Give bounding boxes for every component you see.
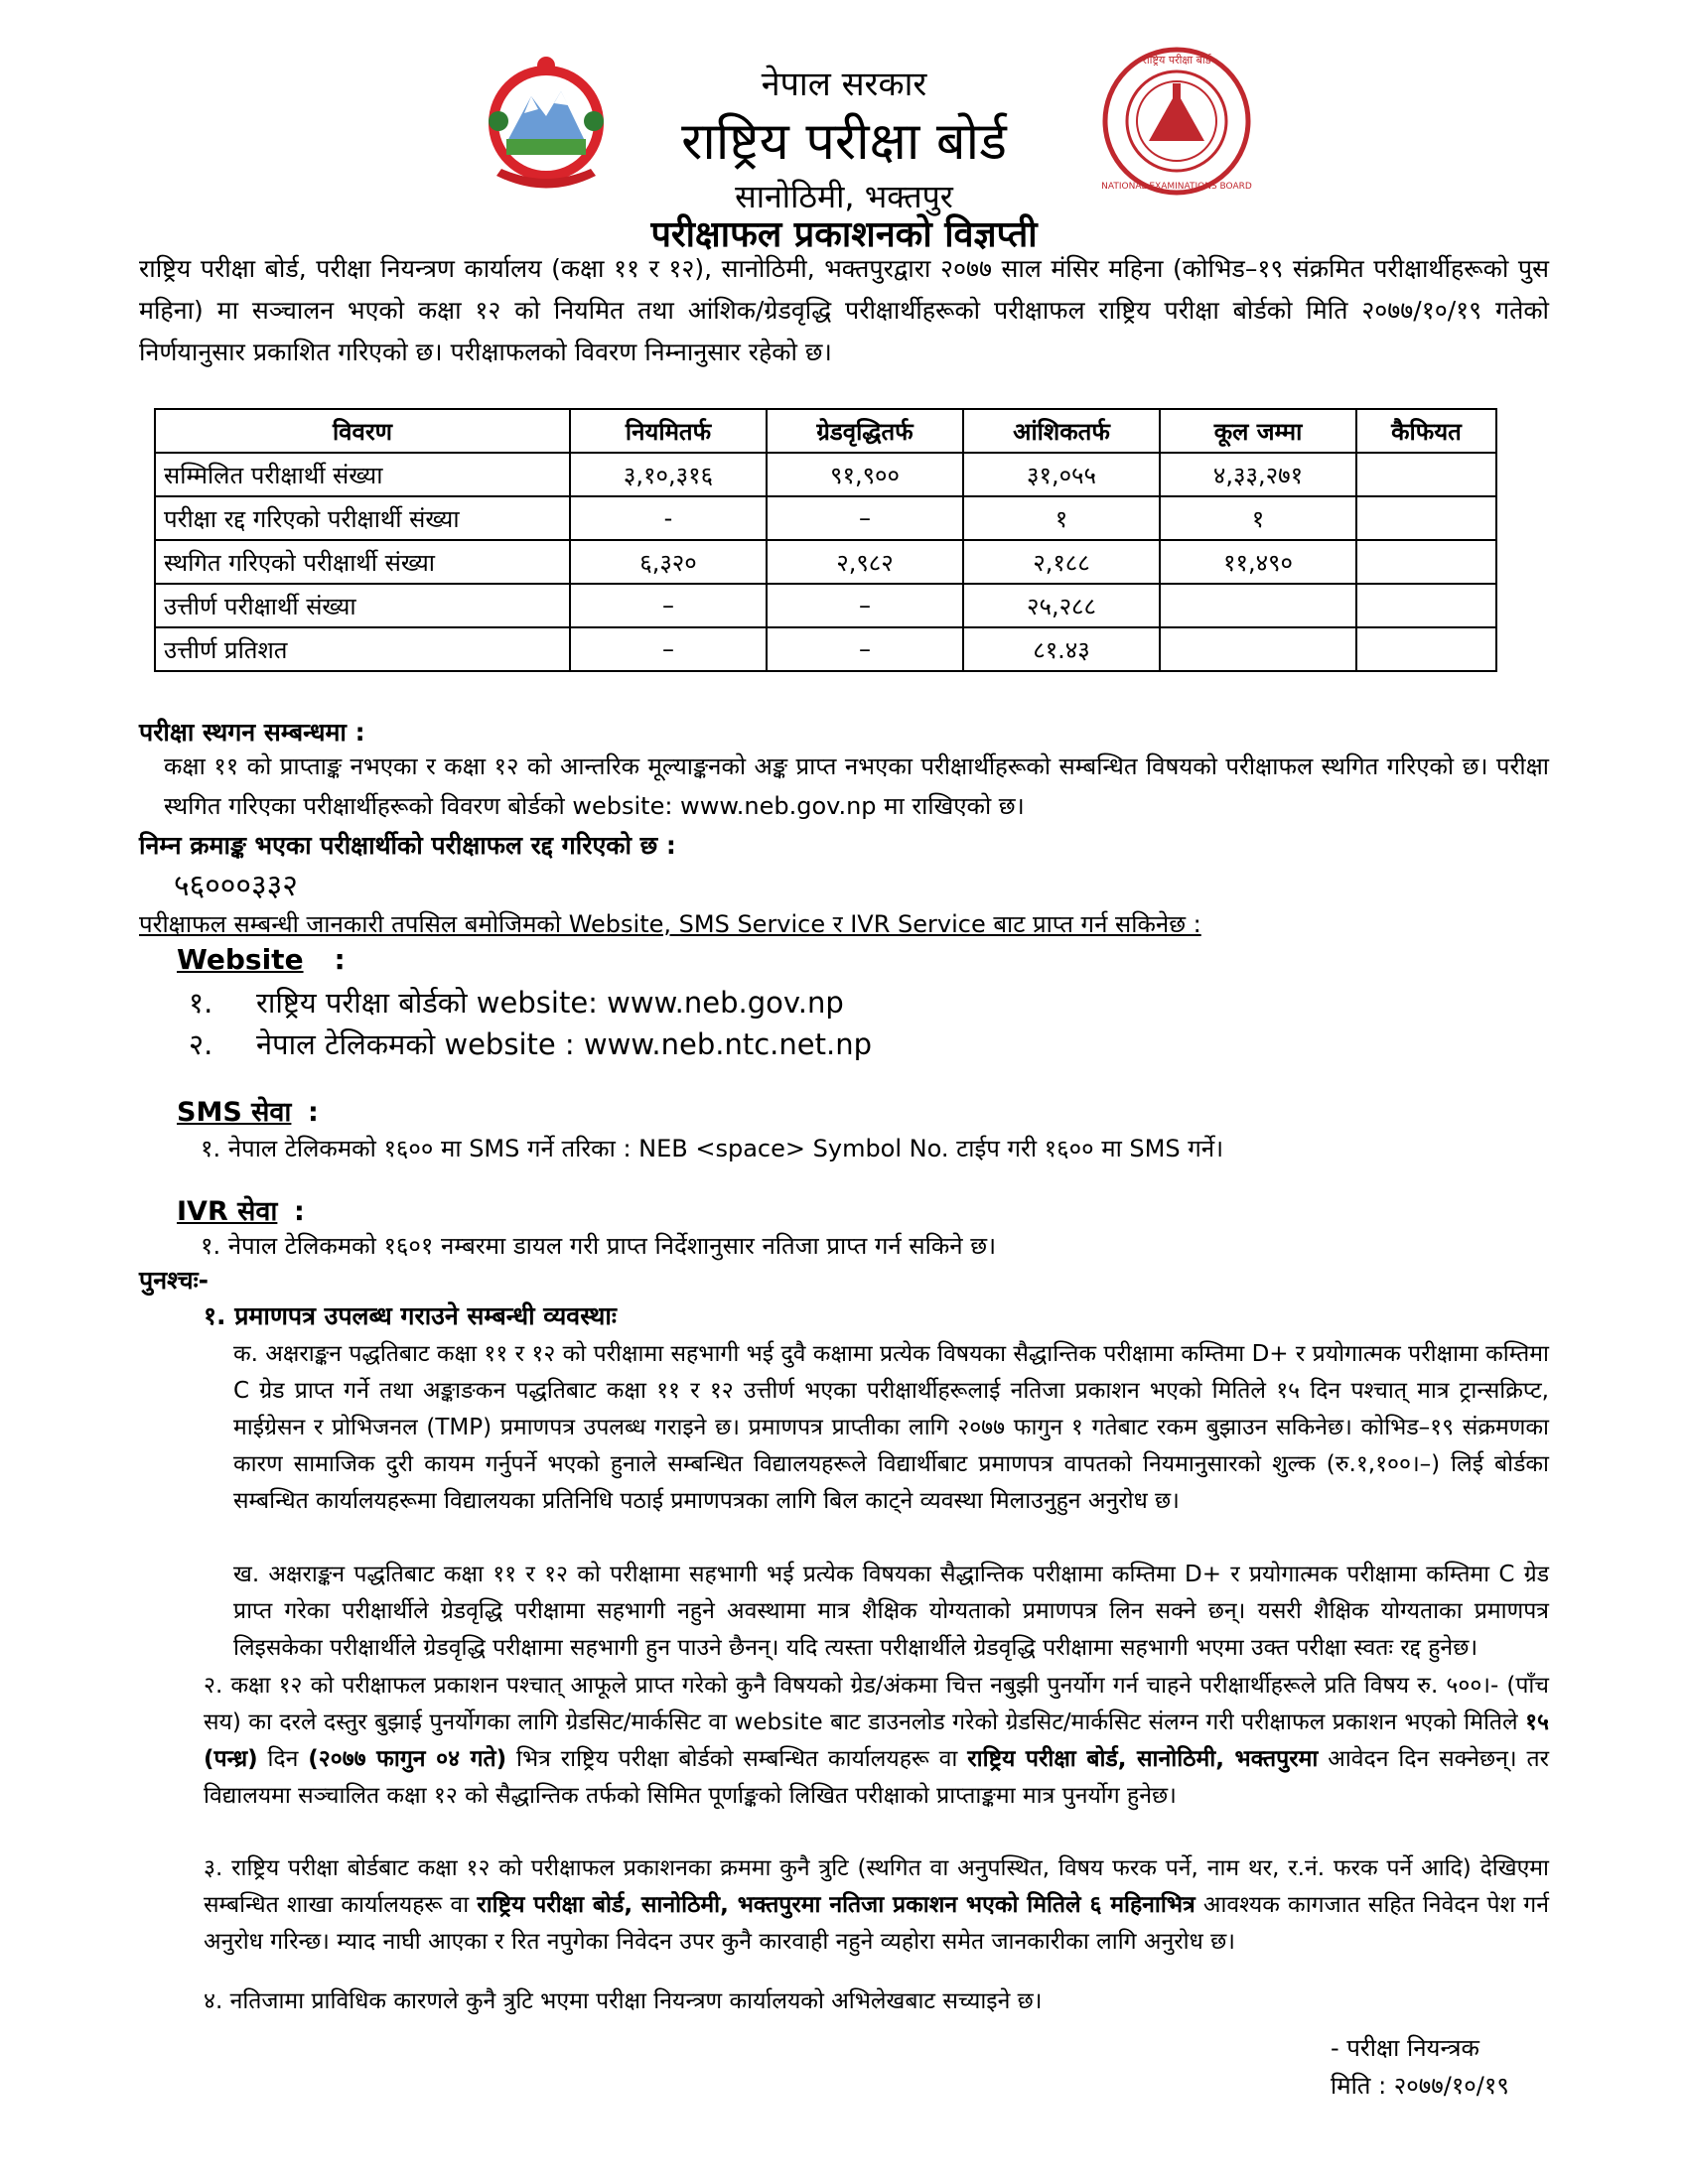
table-cell xyxy=(1160,584,1356,627)
ps-item-2-text: २. कक्षा १२ को परीक्षाफल प्रकाशन पश्चात् आफूले प्राप्त गरेको कुनै विषयको ग्रेड/अंकमा चित्त नबुझी पुनर्योग गर्न चाहने परीक्षार्थीहरूले प्रति विषय रु. ५००।- (पाँच सय) का दरले दस्तुर बुझाई पुनर्योगका लागि ग्रेडसिट/मार्कसिट वा website बाट डाउनलोड गरेको ग्रेडसिट/मार्कसिट संलग्न गरी परीक्षाफल प्रकाशन भएको मितिले xyxy=(204,1673,1549,1735)
ps-item-2-office: राष्ट्रिय परीक्षा बोर्ड, सानोठिमी, भक्तपुरमा xyxy=(967,1746,1319,1772)
cancelled-symbol-number: ५६०००३३२ xyxy=(174,869,298,903)
ps-item-2-text: दिन xyxy=(267,1746,299,1772)
ps-item-2-text: आवेदन दिन सक्नेछन्। तर विद्यालयमा सञ्चालित कक्षा १२ को सैद्धान्तिक तर्फको सिमित पूर्णाङ्कको लिखित परीक्षाको प्राप्ताङ्कमा मात्र पुनर्योग हुनेछ। xyxy=(204,1746,1550,1809)
svg-text:NATIONAL EXAMINATIONS BOARD: NATIONAL EXAMINATIONS BOARD xyxy=(1101,182,1252,192)
signature-date: मिति : २०७७/१०/१९ xyxy=(1331,2072,1509,2100)
website-section xyxy=(177,943,346,976)
table-cell: - xyxy=(570,496,767,540)
col-header: कूल जम्मा xyxy=(1160,409,1356,453)
ivr-section xyxy=(177,1191,305,1228)
board-address: सानोठिमी, भक्तपुर xyxy=(735,178,953,215)
table-cell: २,१८८ xyxy=(963,540,1160,584)
list-number: २. xyxy=(189,1027,213,1061)
board-name: राष्ट्रिय परीक्षा बोर्ड xyxy=(681,112,1007,172)
list-number: १. xyxy=(189,986,213,1020)
table-cell: – xyxy=(767,584,963,627)
table-row xyxy=(155,453,1496,496)
table-row xyxy=(155,540,1496,584)
table-cell xyxy=(1356,540,1496,584)
sms-colon: : xyxy=(308,1097,319,1128)
col-header: कैफियत xyxy=(1356,409,1496,453)
table-cell: २,९८२ xyxy=(767,540,963,584)
ps-heading: पुनश्चः- xyxy=(139,1266,210,1295)
table-cell: ४,३३,२७१ xyxy=(1160,453,1356,496)
table-cell: उत्तीर्ण परीक्षार्थी संख्या xyxy=(155,584,570,627)
ps-item-2-text: भित्र राष्ट्रिय परीक्षा बोर्डको सम्बन्धित कार्यालयहरू वा xyxy=(516,1746,958,1772)
intro-paragraph: राष्ट्रिय परीक्षा बोर्ड, परीक्षा नियन्त्रण कार्यालय (कक्षा ११ र १२), सानोठिमी, भक्तपुरद्वारा २०७७ साल मंसिर महिना (कोभिड–१९ संक्रमित परीक्षार्थीहरूको पुस महिना) मा सञ्चालन भएको कक्षा १२ को नियमित तथा आंशिक/ग्रेडवृद्धि परीक्षार्थीहरूको परीक्षाफल राष्ट्रिय परीक्षा बोर्डको मिति २०७७/१०/१९ गतेको निर्णयानुसार प्रकाशित गरिएको छ। परीक्षाफलको विवरण निम्नानुसार रहेको छ। xyxy=(139,254,1549,366)
col-header: नियमितर्फ xyxy=(570,409,767,453)
table-cell: – xyxy=(570,584,767,627)
ps-item-2-days: १५ (पन्ध्र) xyxy=(204,1709,1549,1772)
table-cell: ३१,०५५ xyxy=(963,453,1160,496)
table-cell: १ xyxy=(963,496,1160,540)
website-colon: : xyxy=(334,943,346,976)
table-cell xyxy=(1356,627,1496,671)
table-cell: – xyxy=(767,627,963,671)
ps-item-3 xyxy=(204,1850,1549,1961)
ntc-website-link[interactable]: नेपाल टेलिकमको website : www.neb.ntc.net.np xyxy=(256,1027,872,1061)
table-cell: १ xyxy=(1160,496,1356,540)
table-cell: परीक्षा रद्द गरिएको परीक्षार्थी संख्या xyxy=(155,496,570,540)
table-row xyxy=(155,584,1496,627)
ps-item-kha: ख. अक्षराङ्कन पद्धतिबाट कक्षा ११ र १२ को परीक्षामा सहभागी भई प्रत्येक विषयका सैद्धान्तिक परीक्षामा कम्तिमा D+ र प्रयोगात्मक परीक्षामा कम्तिमा C ग्रेड प्राप्त गरेका परीक्षार्थीले ग्रेडवृद्धि परीक्षामा सहभागी नहुने अवस्थामा मात्र शैक्षिक योग्यताको प्रमाणपत्र लिन सक्ने छन्। यसरी शैक्षिक योग्यताका प्रमाणपत्र लिइसकेका परीक्षार्थीले ग्रेडवृद्धि परीक्षामा सहभागी हुन पाउने छैनन्। यदि त्यस्ता परीक्षार्थीले ग्रेडवृद्धि परीक्षामा सहभागी भएमा उक्त परीक्षा स्वतः रद्द हुनेछ। xyxy=(233,1562,1549,1661)
table-cell: ११,४९० xyxy=(1160,540,1356,584)
ps-item-3-text: ३. राष्ट्रिय परीक्षा बोर्डबाट कक्षा १२ को परीक्षाफल प्रकाशनका क्रममा कुनै त्रुटि (स्थगित वा अनुपस्थित, विषय फरक पर्ने, नाम थर, र.नं. फरक पर्ने आदि) देखिएमा सम्बन्धित शाखा कार्यालयहरू वा xyxy=(204,1855,1549,1918)
svg-text:राष्ट्रिय परीक्षा बोर्ड: राष्ट्रिय परीक्षा बोर्ड xyxy=(1142,54,1211,67)
col-header: ग्रेडवृद्धितर्फ xyxy=(767,409,963,453)
table-header-row xyxy=(155,409,1496,453)
table-row xyxy=(155,496,1496,540)
neb-website-link[interactable]: राष्ट्रिय परीक्षा बोर्डको website: www.neb.gov.np xyxy=(256,986,844,1020)
table-cell xyxy=(1356,496,1496,540)
ps-item-4: ४. नतिजामा प्राविधिक कारणले कुनै त्रुटि भएमा परीक्षा नियन्त्रण कार्यालयको अभिलेखबाट सच्याइने छ। xyxy=(204,1988,1043,2014)
ps-item-2-deadline: (२०७७ फागुन ०४ गते) xyxy=(308,1746,507,1772)
ps-item-2 xyxy=(204,1668,1549,1815)
sms-heading: SMS सेवा xyxy=(177,1097,292,1128)
ivr-instruction: १. नेपाल टेलिकमको १६०१ नम्बरमा डायल गरी प्राप्त निर्देशानुसार नतिजा प्राप्त गर्न सकिने छ। xyxy=(201,1232,997,1260)
notice-title: परीक्षाफल प्रकाशनको विज्ञप्ती xyxy=(650,214,1038,255)
ps-item-ka: क. अक्षराङ्कन पद्धतिबाट कक्षा ११ र १२ को परीक्षामा सहभागी भई दुवै कक्षामा प्रत्येक विषयका सैद्धान्तिक परीक्षामा कम्तिमा D+ र प्रयोगात्मक परीक्षामा कम्तिमा C ग्रेड प्राप्त गर्ने तथा अङ्काङकन पद्धतिबाट कक्षा ११ र १२ उत्तीर्ण भएका परीक्षार्थीहरूलाई नतिजा प्रकाशन भएको मितिले १५ दिन पश्चात् मात्र ट्रान्सक्रिप्ट, माईग्रेसन र प्रोभिजनल (TMP) प्रमाणपत्र उपलब्ध गराइने छ। प्रमाणपत्र प्राप्तीका लागि २०७७ फागुन १ गतेबाट रकम बुझाउन सकिनेछ। कोभिड–१९ संक्रमणका कारण सामाजिक दुरी कायम गर्नुपर्ने भएको हुनाले सम्बन्धित विद्यालयहरूले विद्यार्थीबाट प्रमाणपत्र वापतको नियमानुसारको शुल्क (रु.१,१००।–) लिई बोर्डका सम्बन्धित कार्यालयहरूमा विद्यालयका प्रतिनिधि पठाई प्रमाणपत्रका लागि बिल काट्ने व्यवस्था मिलाउनुहुन अनुरोध छ। xyxy=(233,1341,1549,1514)
table-cell xyxy=(1356,584,1496,627)
sms-section xyxy=(177,1092,319,1129)
government-name: नेपाल सरकार xyxy=(761,65,927,104)
col-header: आंशिकतर्फ xyxy=(963,409,1160,453)
table-cell: स्थगित गरिएको परीक्षार्थी संख्या xyxy=(155,540,570,584)
ps-item-3-text: आवश्यक कागजात सहित निवेदन पेश गर्न अनुरोध गरिन्छ। म्याद नाघी आएका र रित नपुगेका निवेदन उपर कुनै कारवाही नहुने व्यहोरा समेत जानकारीका लागि अनुरोध छ। xyxy=(204,1892,1550,1955)
table-cell: सम्मिलित परीक्षार्थी संख्या xyxy=(155,453,570,496)
ps-item-3-office: राष्ट्रिय परीक्षा बोर्ड, सानोठिमी, भक्तपुरमा नतिजा प्रकाशन भएको मितिले ६ महिनाभित्र xyxy=(477,1892,1196,1918)
table-cell: – xyxy=(767,496,963,540)
list-item xyxy=(189,983,844,1022)
ivr-heading: IVR सेवा xyxy=(177,1196,278,1227)
table-cell: ८१.४३ xyxy=(963,627,1160,671)
table-cell: ९१,९०० xyxy=(767,453,963,496)
postpone-text: कक्षा ११ को प्राप्ताङ्क नभएका र कक्षा १२ को आन्तरिक मूल्याङ्कनको अङ्क प्राप्त नभएका परीक्षार्थीहरूको सम्बन्धित विषयको परीक्षाफल स्थगित गरिएको छ। परीक्षा स्थगित गरिएका परीक्षार्थीहरूको विवरण बोर्डको website: www.neb.gov.np मा राखिएको छ। xyxy=(164,752,1549,820)
website-heading: Website xyxy=(177,943,304,976)
ps-sub-heading: १. प्रमाणपत्र उपलब्ध गराउने सम्बन्धी व्यवस्थाः xyxy=(204,1301,617,1330)
sms-instruction: १. नेपाल टेलिकमको १६०० मा SMS गर्ने तरिका : NEB <space> Symbol No. टाईप गरी १६०० मा SMS गर्ने। xyxy=(201,1135,1224,1162)
signature-role: - परीक्षा नियन्त्रक xyxy=(1331,2034,1479,2062)
table-cell: ३,१०,३१६ xyxy=(570,453,767,496)
col-header: विवरण xyxy=(155,409,570,453)
table-cell xyxy=(1160,627,1356,671)
info-line: परीक्षाफल सम्बन्धी जानकारी तपसिल बमोजिमको Website, SMS Service र IVR Service बाट प्राप्त गर्न सकिनेछ : xyxy=(139,910,1201,938)
table-cell: २५,२८८ xyxy=(963,584,1160,627)
table-row xyxy=(155,627,1496,671)
list-item xyxy=(189,1024,872,1063)
cancel-heading: निम्न क्रमाङ्क भएका परीक्षार्थीको परीक्षाफल रद्द गरिएको छ : xyxy=(139,831,676,860)
table-cell xyxy=(1356,453,1496,496)
results-table xyxy=(154,408,1497,672)
table-cell: – xyxy=(570,627,767,671)
ivr-colon: : xyxy=(293,1196,305,1227)
table-cell: उत्तीर्ण प्रतिशत xyxy=(155,627,570,671)
postpone-heading: परीक्षा स्थगन सम्बन्धमा : xyxy=(139,718,365,747)
table-cell: ६,३२० xyxy=(570,540,767,584)
